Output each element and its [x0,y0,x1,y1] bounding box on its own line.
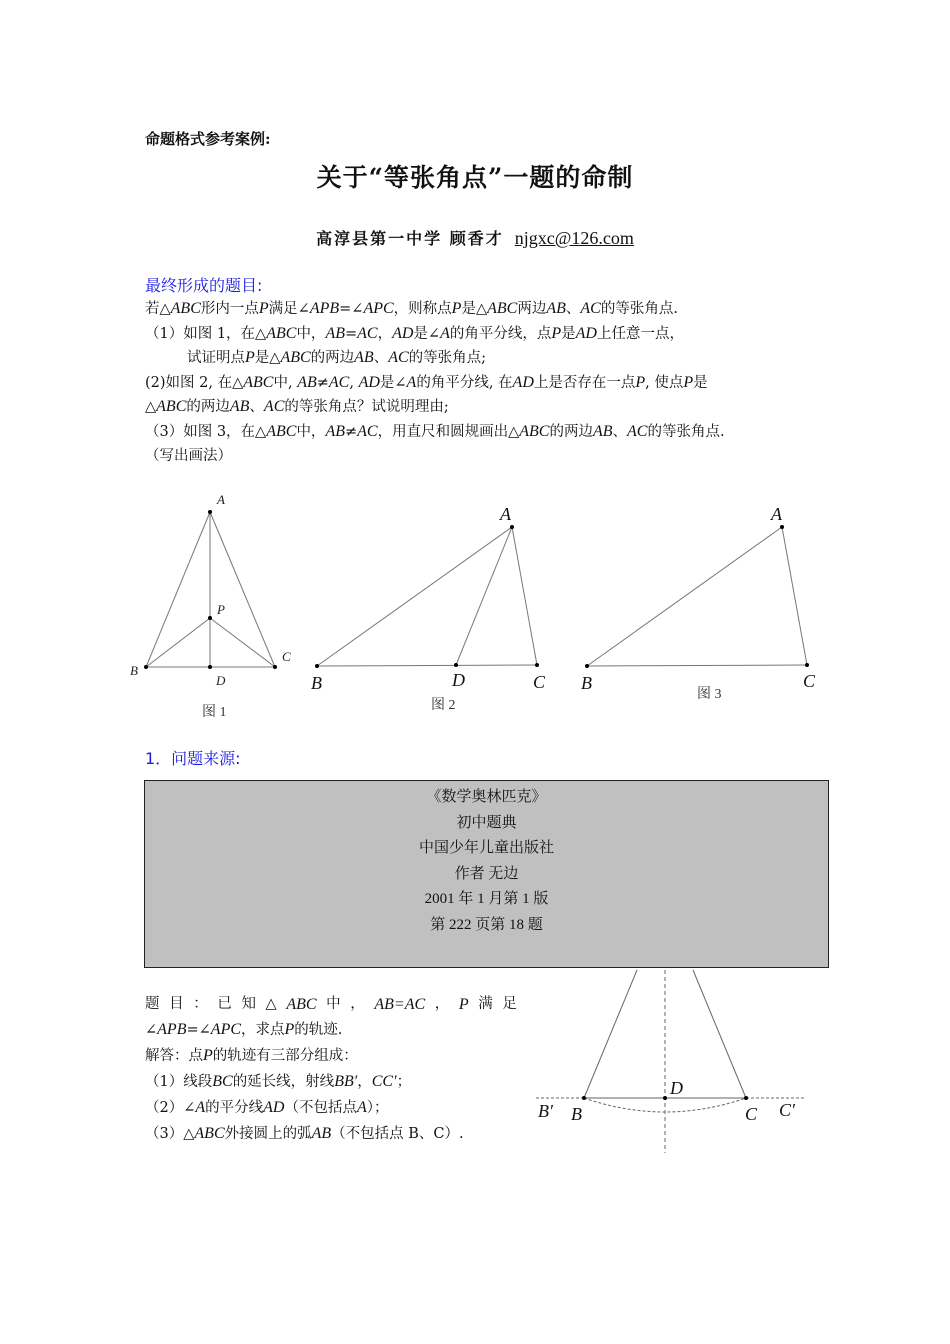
text-run: , [349,374,359,391]
fig2-point-d [454,663,458,667]
fig4-point-d [663,1096,667,1100]
math-symbol: APB [309,300,340,317]
text-run: 中， [296,423,326,440]
problem-line-3 [145,346,825,371]
fig4-point-c [744,1096,748,1100]
fig2-label-c: C [533,672,546,692]
math-symbol: AC [357,324,378,342]
text-run: 的平分线 [205,1100,264,1116]
fig4-label-c-prime: C′ [779,1100,795,1120]
text-run: ，求点 [241,1022,285,1038]
fig3-point-b [585,664,589,668]
text-run: 、 [249,399,264,415]
math-symbol: A [440,324,450,342]
text-run: 中， [296,325,326,342]
fig1-label-a: A [217,492,225,507]
math-symbol: AC [580,300,601,317]
text-run: 若△ [145,301,171,317]
math-symbol: AB [325,324,345,342]
fig1-label-b: B [130,663,138,678]
text-run: 题 [145,996,160,1012]
fig1-side-ab [146,512,210,667]
math-symbol: CC′ [371,1073,397,1090]
solution-line-1 [145,992,517,1017]
text-run: 目 [169,996,184,1012]
math-symbol: ABC [194,1125,225,1142]
figure-1 [146,512,275,667]
math-symbol: AB [229,398,250,415]
math-symbol: P [458,996,469,1013]
math-symbol: ABC [156,398,187,415]
text-run: （1）线段 [145,1074,213,1090]
text-run: 的两边 [186,399,230,415]
text-run: , 使点 [645,374,684,391]
math-symbol: ABC [243,373,274,391]
math-symbol: AB [311,1125,332,1142]
source-line: 第 222 页第 18 题 [430,916,543,933]
text-run: 、 [373,350,389,366]
text-run: 解答：点 [145,1048,203,1064]
math-symbol: AD [263,1099,285,1116]
text-run: 的延长线，射线 [232,1074,335,1090]
math-symbol: A [406,373,417,391]
math-symbol: ABC [170,300,201,317]
fig3-label-a: A [771,504,782,524]
fig1-label-c: C [282,649,291,664]
fig1-point-c [273,665,277,669]
page-title: 关于“等张角点”一题的命制 [316,163,634,192]
text-run: = [344,325,358,342]
text-run: ，则称点 [393,301,452,317]
math-symbol: AB [592,422,613,440]
fig2-bisector-ad [456,527,512,665]
text-run: 的两边 [549,423,593,440]
math-symbol: AD [575,324,597,342]
text-run: 的等张角点. [647,423,725,440]
figures-1-3 [0,480,950,730]
problem-line-2 [145,322,825,347]
source-line: 初中题典 [456,814,517,831]
math-symbol: BC [212,1073,233,1090]
fig2-side-ac [512,527,537,665]
fig1-point-p [208,616,212,620]
text-run: ）； [366,1100,389,1116]
fig3-label-c: C [803,671,816,691]
math-symbol: P [683,373,694,391]
text-run: ≠ [344,423,358,440]
math-symbol: AB [297,373,317,391]
text-run: （不包括点 [284,1100,357,1116]
math-symbol: P [284,1021,295,1038]
fig1-point-d [208,665,212,669]
math-symbol: P [258,300,269,317]
text-run: 上是否存在一点 [533,374,636,391]
math-symbol: P [551,324,562,342]
text-run: 是∠ [379,374,407,391]
fig2-label-a: A [500,504,511,524]
text-run: 的轨迹. [294,1022,343,1038]
fig3-side-bc [587,665,807,666]
text-run: 、 [612,423,628,440]
math-symbol: ABC [286,996,317,1013]
fig2-point-c [535,663,539,667]
text-run: △ [145,399,157,415]
text-run: 上任意一点， [596,325,684,342]
math-symbol: AD [358,373,380,391]
text-run: ≠ [316,374,329,391]
fig3-caption: 图 3 [697,687,722,702]
text-run: 是 [693,374,708,391]
fig4-label-d: D [670,1078,683,1098]
fig3-label-b: B [581,673,592,693]
text-run: 中 [326,996,341,1012]
solution-text [145,992,517,1147]
fig1-side-ac [210,512,275,667]
text-run: （3）如图 3，在△ [145,423,267,440]
header-label: 命题格式参考案例: [145,130,271,148]
math-symbol: AB=AC [374,996,426,1013]
math-symbol: AB [354,349,374,366]
text-run: 是 [561,325,576,342]
section-heading-problem-source: 1．问题来源: [145,749,241,768]
text-run: 中, [273,374,298,391]
text-run: 的角平分线, 在 [416,374,513,391]
text-run: ； [396,1074,412,1090]
figure-3 [587,527,807,666]
math-symbol: AC [627,422,648,440]
text-run: 形内一点 [200,301,259,317]
text-run: （3）△ [145,1126,195,1142]
text-run: 是∠ [413,325,441,342]
fig2-label-d: D [452,670,465,690]
fig1-caption: 图 1 [202,705,227,720]
solution-line-3 [145,1043,517,1069]
text-run: （1）如图 1，在△ [145,325,267,342]
problem-line-5 [145,395,825,420]
text-run: ： [193,996,208,1012]
problem-text [145,297,825,469]
math-symbol: ABC [266,422,297,440]
fig1-label-p: P [217,602,225,617]
text-run: 的角平分线，点 [449,325,552,342]
figure-locus [530,968,820,1158]
math-symbol: P [635,373,646,391]
text-run: 足 [502,996,517,1012]
text-run: (2)如图 2, 在△ [145,374,244,391]
text-run: 的等张角点. [600,301,678,317]
math-symbol: ABC [487,300,518,317]
math-symbol: A [195,1099,206,1116]
fig4-line-ab [584,970,637,1098]
text-run: 知 [241,996,256,1012]
fig2-point-b [315,664,319,668]
fig3-point-c [805,663,809,667]
problem-line-6 [145,420,825,445]
math-symbol: APC [210,1021,242,1038]
text-run: 是△ [461,301,488,317]
text-run: （不包括点 B、C）. [331,1126,464,1142]
fig2-label-b: B [311,673,322,693]
math-symbol: A [356,1099,367,1116]
math-symbol: AC [388,349,409,366]
math-symbol: ABC [519,422,550,440]
math-symbol: AD [512,373,534,391]
text-run: ∠ [145,1022,158,1038]
source-line: 《数学奥林匹克》 [426,789,547,805]
text-run: ， [357,1074,372,1090]
author-email-link[interactable]: njgxc@126.com [514,228,634,248]
math-symbol: ABC [280,349,311,366]
source-line: 作者 无边 [454,865,519,882]
fig3-side-ac [782,527,807,665]
text-run: 的等张角点？试说明理由; [284,399,449,415]
math-symbol: P [451,300,462,317]
math-symbol: AC [357,422,378,440]
text-run: 满 [478,996,493,1012]
fig4-label-b: B [571,1104,582,1124]
math-symbol: P [245,349,255,366]
problem-line-7: （写出画法） [145,448,232,464]
fig4-label-c: C [745,1104,758,1124]
text-run: 已 [217,996,232,1012]
math-symbol: AB [325,422,345,440]
problem-line-1 [145,297,825,322]
fig4-line-ac [693,970,746,1098]
figure-2 [317,527,537,666]
author-name: 高淳县第一中学 顾香才 [316,229,504,248]
source-line: 2001 年 1 月第 1 版 [424,891,549,907]
text-run: =∠ [186,1022,211,1038]
math-symbol: AB [546,300,566,317]
text-run: 的等张角点; [408,350,487,366]
text-run: 的轨迹有三部分组成： [212,1048,358,1064]
math-symbol: ABC [266,324,297,342]
solution-line-4 [145,1069,517,1095]
math-symbol: AC [263,398,285,415]
fig2-point-a [510,525,514,529]
text-run: 的两边 [310,350,355,366]
text-run: 是△ [254,350,281,366]
section-heading-final-problem: 最终形成的题目: [145,276,263,295]
math-symbol: AD [392,324,414,342]
text-run: 、 [565,301,581,317]
author-line [0,226,950,249]
fig1-label-d: D [216,673,226,688]
fig4-point-b [582,1096,586,1100]
text-run: 试证明点 [187,350,245,366]
text-run: 两边 [517,301,547,317]
math-symbol: APC [363,300,394,317]
fig1-point-b [144,665,148,669]
text-run: 外接圆上的弧 [224,1126,312,1142]
text-run: ，用直尺和圆规画出△ [377,423,520,440]
solution-line-5 [145,1095,517,1121]
fig2-side-bc [317,665,537,666]
problem-line-4 [145,371,825,396]
source-box [144,780,829,968]
text-run: ， [350,996,365,1012]
math-symbol: APB [157,1021,187,1038]
source-line: 中国少年儿童出版社 [418,840,554,856]
text-run: △ [265,996,277,1012]
fig1-point-a [208,510,212,514]
text-run: ， [377,325,393,342]
text-run: ， [434,996,450,1012]
text-run: 满足∠ [268,301,310,317]
math-symbol: P [203,1047,213,1064]
fig3-point-a [780,525,784,529]
solution-line-6 [145,1121,517,1147]
math-symbol: AC [328,373,350,391]
fig2-side-ab [317,527,512,666]
text-run: （2）∠ [145,1100,196,1116]
fig4-label-b-prime: B′ [538,1101,553,1121]
math-symbol: BB′ [334,1073,358,1090]
fig2-caption: 图 2 [431,698,456,713]
solution-line-2 [145,1017,517,1043]
text-run: =∠ [339,301,364,317]
fig3-side-ab [587,527,782,666]
